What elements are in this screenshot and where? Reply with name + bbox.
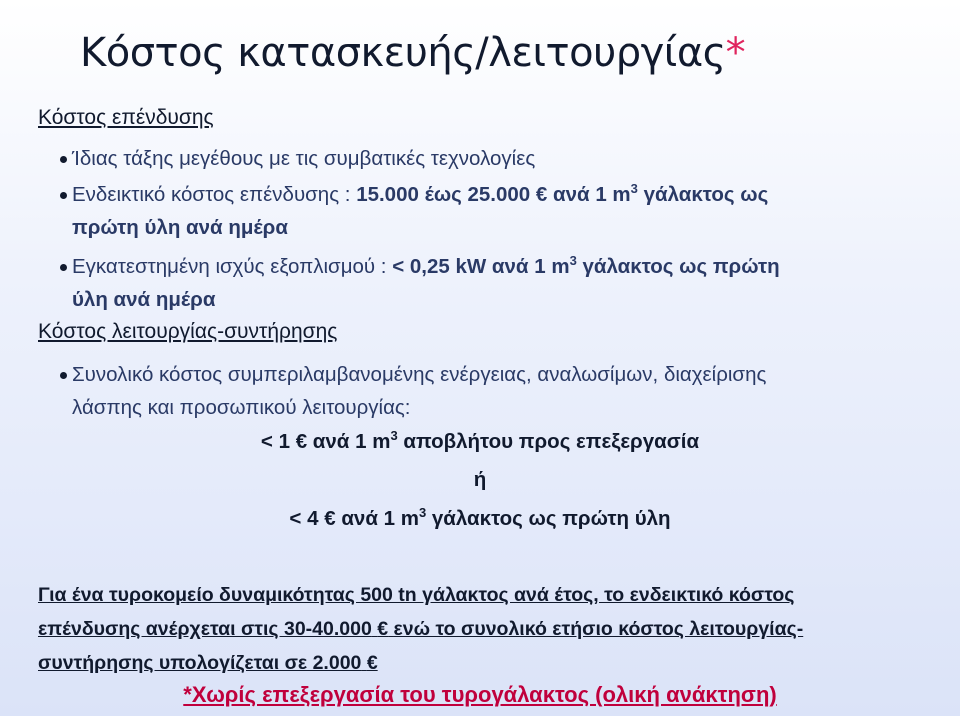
bullet-dot-icon <box>60 192 67 199</box>
footnote: *Χωρίς επεξεργασία του τυρογάλακτος (ολική ανάκτηση) <box>183 682 777 707</box>
bullet-prefix: Εγκατεστημένη ισχύς εξοπλισμού : <box>72 255 387 278</box>
bullet-dot-icon <box>60 372 67 379</box>
summary-line2a: επένδυσης ανέρχεται στις 30-40.000 <box>38 618 372 640</box>
bullet-line1-end: γάλακτος ως <box>643 183 769 206</box>
cost-per-waste <box>0 430 960 454</box>
bullet-dot-icon <box>60 156 67 163</box>
title-text: Κόστος κατασκευής/λειτουργίας <box>80 30 726 76</box>
cost-description: γάλακτος ως πρώτη ύλη <box>431 507 671 530</box>
unit-exponent: 3 <box>569 253 577 269</box>
bullet-line2: πρώτη ύλη ανά ημέρα <box>72 216 288 239</box>
bullet-line1-end: γάλακτος ως πρώτη <box>582 255 780 278</box>
per-unit: ανά 1 m <box>312 430 391 453</box>
euro-symbol: € <box>366 652 378 674</box>
cost-per-milk <box>0 507 960 531</box>
euro-symbol: € <box>535 183 548 206</box>
cost-value: < 1 <box>260 430 290 453</box>
bullet-text: Ίδιας τάξης μεγέθους με τις συμβατικές τεχνολογίες <box>72 147 536 170</box>
cost-value: < 4 <box>289 507 319 530</box>
bullet-line2: λάσπης και προσωπικού λειτουργίας: <box>72 396 411 419</box>
bullet-line1: Συνολικό κόστος συμπεριλαμβανομένης ενέργειας, αναλωσίμων, διαχείρισης <box>72 363 767 386</box>
bullet-similar-technology <box>30 142 910 175</box>
investment-value: 15.000 έως 25.000 <box>356 183 531 206</box>
summary-line1: Για ένα τυροκομείο δυναμικότητας 500 tn γάλακτος ανά έτος, το ενδεικτικό κόστος <box>38 584 795 606</box>
per-unit: ανά 1 m <box>553 183 631 206</box>
or-separator: ή <box>473 468 487 491</box>
title-asterisk: * <box>725 30 746 76</box>
bullet-dot-icon <box>60 264 67 271</box>
unit-exponent: 3 <box>418 505 427 521</box>
euro-symbol: € <box>324 507 336 530</box>
bullet-investment-cost <box>30 178 910 244</box>
bullet-line2: ύλη ανά ημέρα <box>72 288 216 311</box>
operation-heading: Κόστος λειτουργίας-συντήρησης <box>38 320 338 343</box>
bullet-installed-power <box>30 250 910 316</box>
unit-exponent: 3 <box>390 428 398 444</box>
bullet-operation-cost <box>30 358 910 424</box>
summary-block <box>38 578 918 680</box>
euro-symbol: € <box>295 430 308 453</box>
per-unit: ανά 1 m <box>341 507 419 530</box>
page-title <box>80 30 745 76</box>
cost-description: αποβλήτου προς επεξεργασία <box>403 430 700 453</box>
summary-line3a: συντήρησης υπολογίζεται σε 2.000 <box>38 652 362 674</box>
power-value: < 0,25 kW ανά 1 m <box>392 255 570 278</box>
euro-symbol: € <box>377 618 389 640</box>
unit-exponent: 3 <box>630 181 638 197</box>
summary-line2b: ενώ το συνολικό ετήσιο κόστος λειτουργίας- <box>393 618 804 640</box>
bullet-prefix: Ενδεικτικό κόστος επένδυσης : <box>72 183 351 206</box>
investment-heading: Κόστος επένδυσης <box>38 106 214 129</box>
